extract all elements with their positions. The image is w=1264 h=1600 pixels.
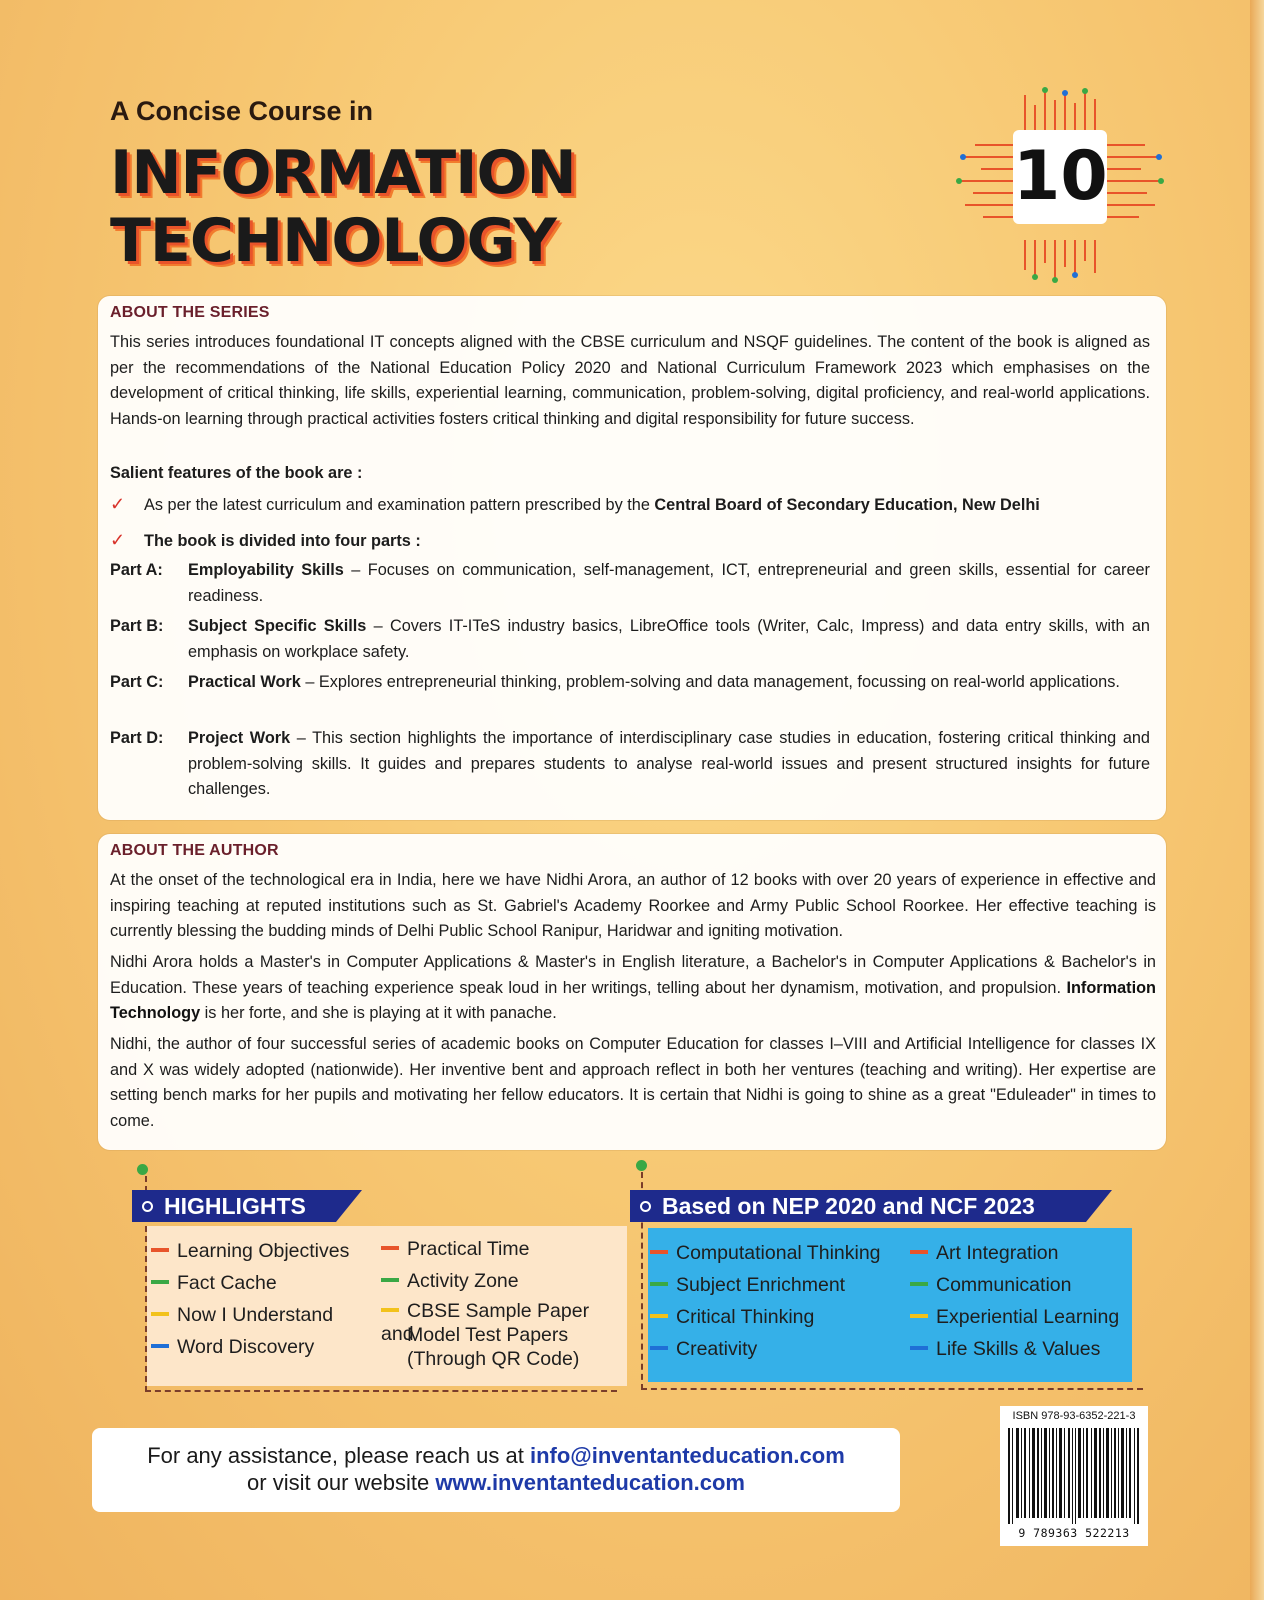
highlight-item [151,1240,349,1263]
part-row [110,726,1150,803]
highlights-title: HIGHLIGHTS [132,1190,336,1222]
bar-icon [910,1314,928,1318]
highlight-item [381,1270,519,1293]
nep-item [650,1242,881,1265]
about-author-heading: ABOUT THE AUTHOR [110,842,279,859]
bar-icon [381,1278,399,1282]
contact-text: or visit our website [247,1470,436,1495]
about-series-heading: ABOUT THE SERIES [110,304,270,321]
highlight-item [151,1272,277,1295]
isbn-label: ISBN 978-93-6352-221-3 [1012,1410,1136,1422]
book-title-line1: INFORMATION [110,138,576,208]
bar-icon [381,1246,399,1250]
part-label: Part A: [110,561,163,579]
part-label: Part C: [110,673,164,691]
green-dot-icon [636,1160,647,1171]
part-row [110,558,1150,609]
part-desc: – This section highlights the importance of interdisciplinary case studies in education, fostering critical thinking and problem-solving skills. It guides and prepares students to analyse real-world issues and present structured insights for future challenges. [188,729,1150,798]
highlight-label: Word Discovery [177,1336,315,1358]
nep-item [650,1274,845,1297]
part-name: Practical Work [188,673,301,691]
isbn-barcode [1000,1406,1148,1546]
part-label: Part B: [110,617,164,635]
highlight-label: Now I Understand [177,1304,334,1326]
website-link[interactable]: www.inventanteducation.com [435,1470,745,1495]
about-author-panel [98,834,1166,1150]
nep-item [650,1338,757,1361]
author-para-3: Nidhi, the author of four successful series of academic books on Computer Education for classes I–VIII and Artificial Intelligence for classes IX and X was widely adopted (nationwide). Her inventive bent and approach reflect in both her ventures (teaching and writing). Her expertise are setting bench marks for her pupils and motivating her fellow educators. It is certain that Nidhi is going to shine as a great "Eduleader" in times to come. [110,1035,1156,1130]
nep-label: Experiential Learning [936,1306,1120,1328]
grade-badge: 10 [1013,130,1107,224]
nep-label: Computational Thinking [676,1242,881,1264]
green-dot-icon [137,1164,148,1175]
check-icon: ✓ [110,494,126,514]
series-prefix: A Concise Course in [110,96,374,126]
nep-body [648,1228,1132,1382]
part-body [188,670,1150,696]
part-body [188,558,1150,609]
part-name: Subject Specific Skills [188,617,367,635]
part-body [188,614,1150,665]
bar-icon [910,1250,928,1254]
bar-icon [650,1314,668,1318]
bar-icon [151,1344,169,1348]
feature2-bold: The book is divided into four parts : [144,532,421,550]
feature-item [110,528,1150,553]
nep-item [650,1306,814,1329]
part-name: Project Work [188,729,291,747]
author-para-2-a: Nidhi Arora holds a Master's in Computer Applications & Master's in English literature, a Bachelor's in Computer Applications & Bachelor's in Education. These years of teaching experience speak loud in her writings, telling about her dynamism, motivation, and propulsion. [110,953,1156,997]
nep-title: Based on NEP 2020 and NCF 2023 [630,1190,1086,1222]
nep-label: Communication [936,1274,1072,1296]
part-row [110,670,1150,696]
highlight-label: Activity Zone [407,1270,519,1292]
author-para-1: At the onset of the technological era in India, here we have Nidhi Arora, an author of 12 books with over 20 years of experience in effective and inspiring teaching at reputed institutions such as St. Gabriel's Academy Roorkee and Army Public School Roorkee. Her effective teaching is currently blessing the budding minds of Delhi Public School Ranipur, Haridwar and igniting motivation. [110,871,1156,940]
bar-icon [151,1280,169,1284]
bar-icon [151,1312,169,1316]
highlight-item [381,1238,529,1261]
isbn-digits: 9 789363 522213 [1018,1526,1130,1540]
highlight-label-line2: Model Test Papers [407,1324,569,1346]
author-para-2-b: is her forte, and she is playing at it with panache. [200,1004,557,1022]
contact-box [92,1428,900,1512]
bar-icon [151,1248,169,1252]
bar-icon [381,1308,399,1312]
bar-icon [650,1282,668,1286]
about-series-panel [98,296,1166,820]
bar-icon [650,1250,668,1254]
highlight-label: Learning Objectives [177,1240,350,1262]
highlight-item [151,1336,314,1359]
highlight-label: CBSE Sample Paper and [381,1300,590,1345]
part-row [110,614,1150,665]
feature1-text: As per the latest curriculum and examination pattern prescribed by the [144,496,655,514]
part-name: Employability Skills [188,561,344,579]
barcode-icon [1008,1428,1140,1524]
author-para-2 [110,950,1156,1027]
highlight-label: Fact Cache [177,1272,277,1294]
contact-line-2 [92,1469,900,1496]
part-desc: – Covers IT-ITeS industry basics, LibreOffice tools (Writer, Calc, Impress) and data entry skills, with an emphasis on workplace safety. [188,617,1150,661]
bar-icon [650,1346,668,1350]
bar-icon [910,1346,928,1350]
highlight-item [151,1304,333,1327]
check-icon: ✓ [110,530,126,550]
nep-item [910,1306,1119,1329]
highlight-label-line3: (Through QR Code) [407,1348,580,1370]
part-desc: – Explores entrepreneurial thinking, problem-solving and data management, focussing on real-world applications. [300,673,1120,691]
author-para-2-bold: Information Technology [110,978,1156,1022]
about-series-intro: This series introduces foundational IT concepts aligned with the CBSE curriculum and NSQF guidelines. The content of the book is aligned as per the recommendations of the National Education Policy 2020 and National Curriculum Framework 2023 which emphasises on the development of critical thinking, life skills, experiential learning, communication, problem-solving, digital proficiency, and real-world applications. Hands-on learning through practical activities fosters critical thinking and digital responsibility for future success. [110,333,1150,428]
highlights-body [147,1226,627,1386]
cover-edge [1250,0,1264,1600]
contact-line-1 [92,1428,900,1469]
contact-text: For any assistance, please reach us at [147,1443,530,1468]
bar-icon [910,1282,928,1286]
feature1-bold: Central Board of Secondary Education, New Delhi [654,496,1040,514]
nep-label: Critical Thinking [676,1306,815,1328]
part-desc: – Focuses on communication, self-management, ICT, entrepreneurial and green skills, essential for career readiness. [188,561,1150,605]
book-title-line2: TECHNOLOGY [110,206,556,276]
nep-label: Creativity [676,1338,758,1360]
features-heading: Salient features of the book are : [110,464,363,482]
nep-item [910,1274,1071,1297]
nep-label: Life Skills & Values [936,1338,1101,1360]
part-body [188,726,1150,803]
email-link[interactable]: info@inventanteducation.com [529,1443,845,1468]
nep-label: Art Integration [936,1242,1059,1264]
nep-label: Subject Enrichment [676,1274,846,1296]
highlight-label: Practical Time [407,1238,530,1260]
nep-item [910,1338,1100,1361]
nep-item [910,1242,1058,1265]
feature-item [110,492,1150,517]
part-label: Part D: [110,729,164,747]
